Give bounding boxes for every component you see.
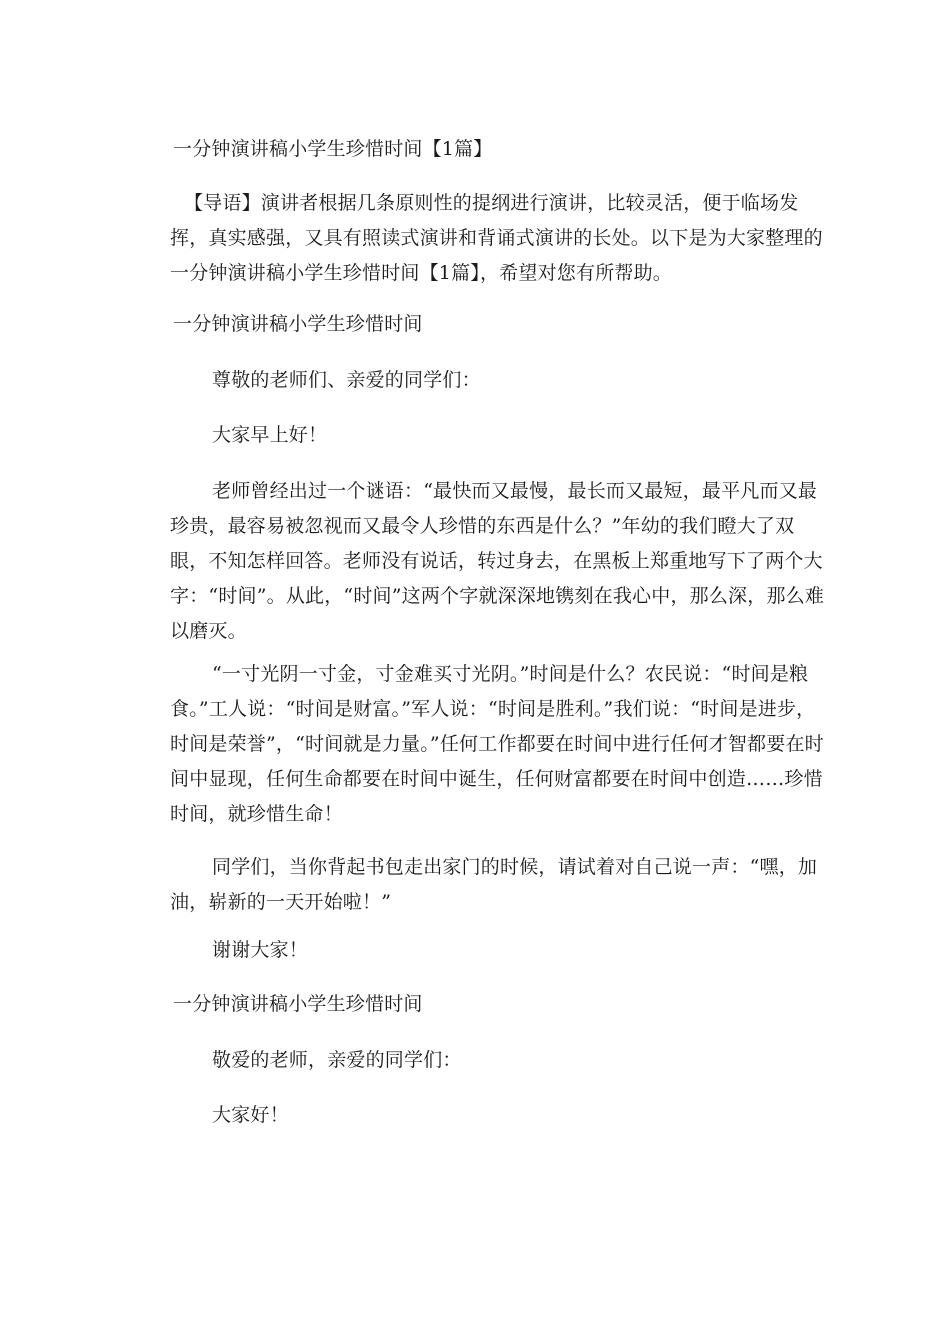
body-paragraph-1-text: 老师曾经出过一个谜语：“最快而又最慢，最长而又最短，最平凡而又最珍贵，最容易被忽视而又最令人珍惜的东西是什么？”年幼的我们瞪大了双眼，不知怎样回答。老师没有说话，转过身去，在黑板上郑重地写下了两个大字：“时间”。从此，“时间”这两个字就深深地镌刻在我心中，那么深，那么难以磨灭。 <box>170 480 825 642</box>
document-title: 一分钟演讲稿小学生珍惜时间【1篇】 <box>173 138 493 160</box>
body-paragraph-3 <box>170 850 830 920</box>
body-paragraph-2-text: “一寸光阴一寸金，寸金难买寸光阴。”时间是什么？农民说：“时间是粮食。”工人说：“时间是财富。”军人说：“时间是胜利。”我们说：“时间是进步，时间是荣誉”，“时间就是力量。”任何工作都要在时间中进行任何才智都要在时间中显现，任何生命都要在时间中诞生，任何财富都要在时间中创造……珍惜时间，就珍惜生命！ <box>170 663 824 825</box>
intro-text: 【导语】演讲者根据几条原则性的提纲进行演讲，比较灵活，便于临场发挥，真实感强，又具有照读式演讲和背诵式演讲的长处。以下是为大家整理的一分钟演讲稿小学生珍惜时间【1篇】，希望对您有所帮助。 <box>170 192 823 284</box>
salutation-2: 敬爱的老师，亲爱的同学们： <box>212 1049 462 1071</box>
body-paragraph-1 <box>170 474 830 649</box>
greeting-2: 大家好！ <box>212 1104 289 1126</box>
body-paragraph-2 <box>170 657 830 832</box>
body-paragraph-3-text: 同学们，当你背起书包走出家门的时候，请试着对自己说一声：“嘿，加油，崭新的一天开始啦！” <box>170 856 818 913</box>
salutation-1: 尊敬的老师们、亲爱的同学们： <box>212 369 481 391</box>
section-heading-1: 一分钟演讲稿小学生珍惜时间 <box>173 313 423 335</box>
greeting-1: 大家早上好！ <box>212 424 328 446</box>
section-heading-2: 一分钟演讲稿小学生珍惜时间 <box>173 993 423 1015</box>
intro-paragraph <box>170 186 832 291</box>
thanks-line: 谢谢大家！ <box>212 939 309 961</box>
